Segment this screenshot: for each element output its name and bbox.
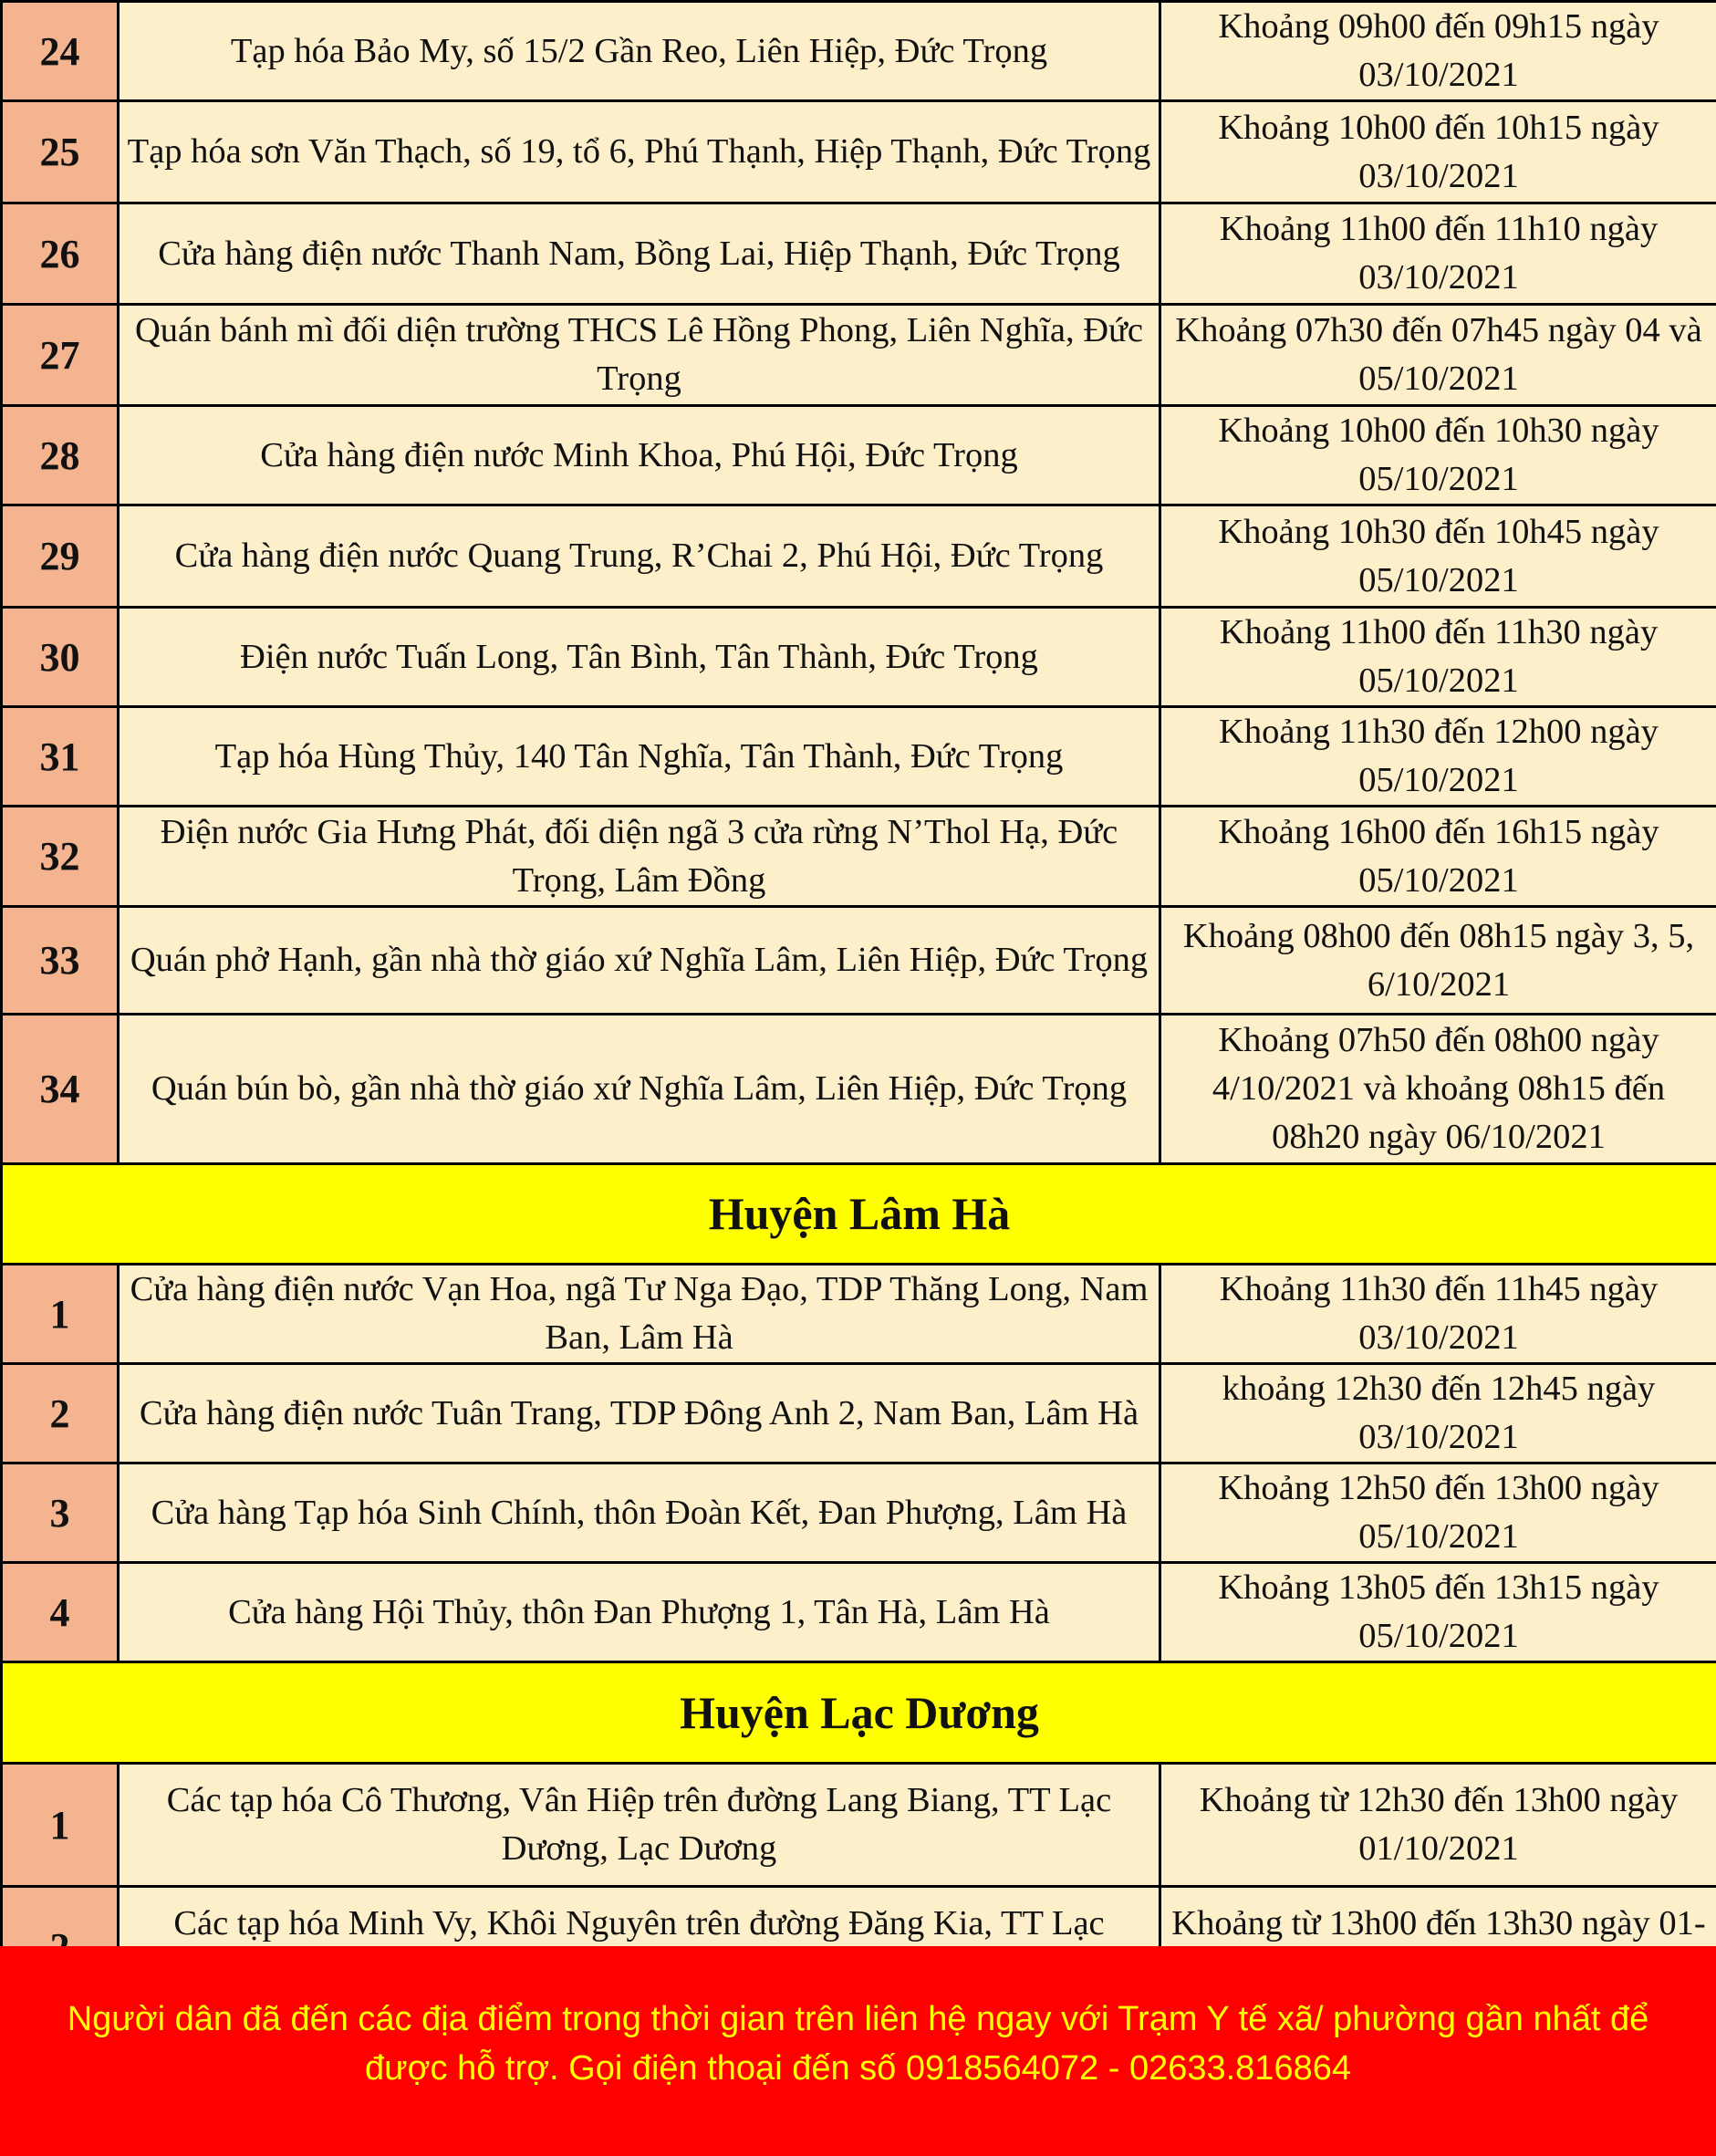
- location-cell: Quán bánh mì đối diện trường THCS Lê Hồng Phong, Liên Nghĩa, Đức Trọng: [119, 305, 1160, 406]
- table-row: [2, 1364, 1716, 1463]
- row-number: 33: [2, 907, 119, 1015]
- section-header-row: [2, 1662, 1716, 1764]
- table-row: [2, 2, 1716, 101]
- table-row: [2, 1563, 1716, 1662]
- time-cell: Khoảng 11h00 đến 11h30 ngày 05/10/2021: [1160, 608, 1716, 707]
- table-row: [2, 707, 1716, 807]
- location-cell: Cửa hàng điện nước Minh Khoa, Phú Hội, Đức Trọng: [119, 406, 1160, 505]
- row-number: 30: [2, 608, 119, 707]
- location-cell: Tạp hóa sơn Văn Thạch, số 19, tổ 6, Phú Thạnh, Hiệp Thạnh, Đức Trọng: [119, 101, 1160, 203]
- row-number: 27: [2, 305, 119, 406]
- time-cell: Khoảng 13h05 đến 13h15 ngày 05/10/2021: [1160, 1563, 1716, 1662]
- time-cell: Khoảng 11h00 đến 11h10 ngày 03/10/2021: [1160, 203, 1716, 305]
- table-row: [2, 907, 1716, 1015]
- row-number: 26: [2, 203, 119, 305]
- row-number: 24: [2, 2, 119, 101]
- location-cell: Cửa hàng Tạp hóa Sinh Chính, thôn Đoàn Kết, Đan Phượng, Lâm Hà: [119, 1463, 1160, 1563]
- time-cell: Khoảng 12h50 đến 13h00 ngày 05/10/2021: [1160, 1463, 1716, 1563]
- table-row: [2, 1764, 1716, 1887]
- section-title-lac-duong: Huyện Lạc Dương: [2, 1662, 1716, 1764]
- time-cell: Khoảng 10h30 đến 10h45 ngày 05/10/2021: [1160, 505, 1716, 608]
- time-cell: Khoảng 16h00 đến 16h15 ngày 05/10/2021: [1160, 807, 1716, 907]
- section-title-lam-ha: Huyện Lâm Hà: [2, 1164, 1716, 1265]
- time-cell: khoảng 12h30 đến 12h45 ngày 03/10/2021: [1160, 1364, 1716, 1463]
- location-cell: Quán bún bò, gần nhà thờ giáo xứ Nghĩa Lâm, Liên Hiệp, Đức Trọng: [119, 1015, 1160, 1164]
- time-cell: Khoảng từ 13h00 đến 13h30 ngày 01-: [1160, 1887, 1716, 2009]
- time-cell: Khoảng 07h30 đến 07h45 ngày 04 và 05/10/2021: [1160, 305, 1716, 406]
- time-cell: Khoảng 08h00 đến 08h15 ngày 3, 5, 6/10/2021: [1160, 907, 1716, 1015]
- time-cell: Khoảng 10h00 đến 10h30 ngày 05/10/2021: [1160, 406, 1716, 505]
- location-cell: Tạp hóa Bảo My, số 15/2 Gần Reo, Liên Hiệp, Đức Trọng: [119, 2, 1160, 101]
- location-cell: Quán phở Hạnh, gần nhà thờ giáo xứ Nghĩa Lâm, Liên Hiệp, Đức Trọng: [119, 907, 1160, 1015]
- table-row: [2, 505, 1716, 608]
- row-number: 1: [2, 1265, 119, 1364]
- table-row: [2, 305, 1716, 406]
- row-number: 25: [2, 101, 119, 203]
- time-cell: Khoảng từ 12h30 đến 13h00 ngày 01/10/2021: [1160, 1764, 1716, 1887]
- notice-text: Người dân đã đến các địa điểm trong thời gian trên liên hệ ngay với Trạm Y tế xã/ phường gần nhất để được hỗ trợ. Gọi điện thoại đến số 0918564072 - 02633.816864: [67, 2000, 1649, 2088]
- table-row: [2, 1265, 1716, 1364]
- location-cell: Điện nước Tuấn Long, Tân Bình, Tân Thành, Đức Trọng: [119, 608, 1160, 707]
- table-row: [2, 203, 1716, 305]
- row-number: 32: [2, 807, 119, 907]
- table-row: [2, 1015, 1716, 1164]
- section-header-row: [2, 1164, 1716, 1265]
- table-row: [2, 1463, 1716, 1563]
- table-row: [2, 406, 1716, 505]
- table-row: [2, 608, 1716, 707]
- row-number: 34: [2, 1015, 119, 1164]
- row-number: 28: [2, 406, 119, 505]
- row-number: 2: [2, 1364, 119, 1463]
- time-cell: Khoảng 10h00 đến 10h15 ngày 03/10/2021: [1160, 101, 1716, 203]
- location-cell: Các tạp hóa Cô Thương, Vân Hiệp trên đường Lang Biang, TT Lạc Dương, Lạc Dương: [119, 1764, 1160, 1887]
- row-number: 4: [2, 1563, 119, 1662]
- row-number: 29: [2, 505, 119, 608]
- time-cell: Khoảng 11h30 đến 12h00 ngày 05/10/2021: [1160, 707, 1716, 807]
- contact-notice: [0, 1946, 1716, 2156]
- location-cell: Cửa hàng điện nước Tuân Trang, TDP Đông Anh 2, Nam Ban, Lâm Hà: [119, 1364, 1160, 1463]
- location-cell: Cửa hàng điện nước Vạn Hoa, ngã Tư Nga Đạo, TDP Thăng Long, Nam Ban, Lâm Hà: [119, 1265, 1160, 1364]
- location-cell: Tạp hóa Hùng Thủy, 140 Tân Nghĩa, Tân Thành, Đức Trọng: [119, 707, 1160, 807]
- row-number: 1: [2, 1764, 119, 1887]
- table-row: [2, 101, 1716, 203]
- row-number: 3: [2, 1463, 119, 1563]
- location-cell: Các tạp hóa Minh Vy, Khôi Nguyên trên đường Đăng Kia, TT Lạc: [119, 1887, 1160, 2009]
- location-cell: Cửa hàng điện nước Quang Trung, R’Chai 2, Phú Hội, Đức Trọng: [119, 505, 1160, 608]
- location-cell: Điện nước Gia Hưng Phát, đối diện ngã 3 cửa rừng N’Thol Hạ, Đức Trọng, Lâm Đồng: [119, 807, 1160, 907]
- time-cell: Khoảng 09h00 đến 09h15 ngày 03/10/2021: [1160, 2, 1716, 101]
- location-cell: Cửa hàng Hội Thủy, thôn Đan Phượng 1, Tân Hà, Lâm Hà: [119, 1563, 1160, 1662]
- location-cell: Cửa hàng điện nước Thanh Nam, Bồng Lai, Hiệp Thạnh, Đức Trọng: [119, 203, 1160, 305]
- table-row: [2, 807, 1716, 907]
- row-number: 31: [2, 707, 119, 807]
- time-cell: Khoảng 11h30 đến 11h45 ngày 03/10/2021: [1160, 1265, 1716, 1364]
- time-cell: Khoảng 07h50 đến 08h00 ngày 4/10/2021 và khoảng 08h15 đến 08h20 ngày 06/10/2021: [1160, 1015, 1716, 1164]
